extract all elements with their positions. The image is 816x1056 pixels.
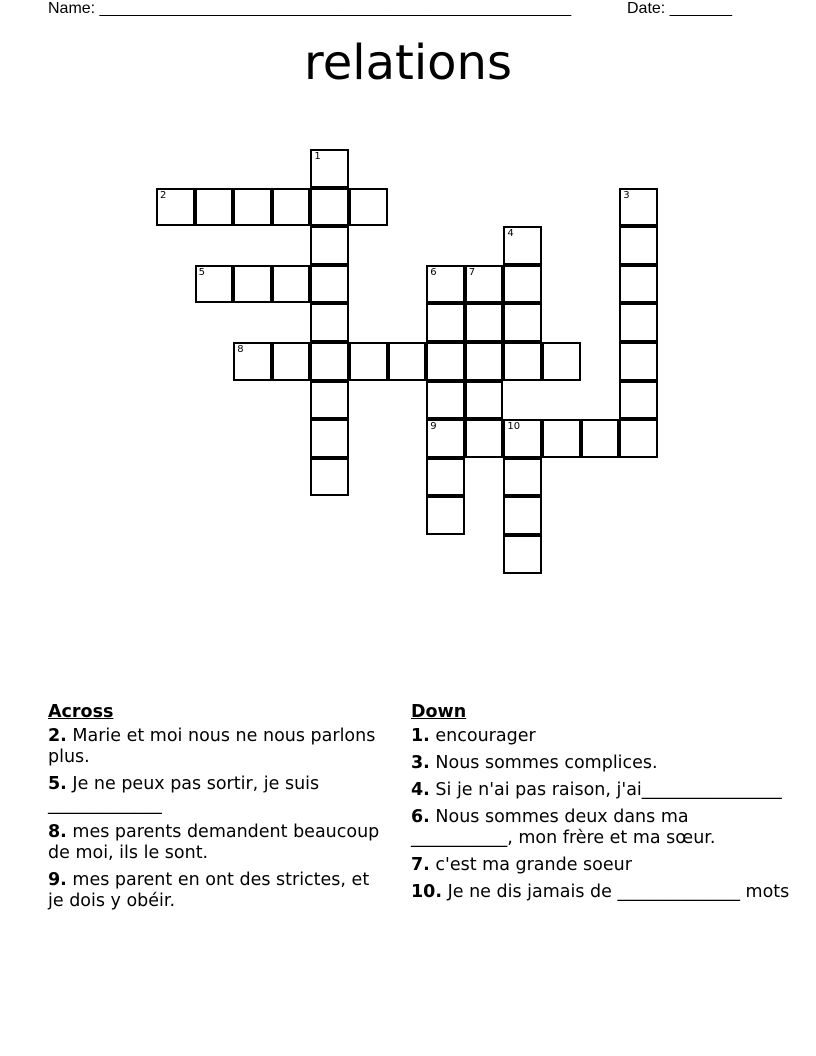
grid-cell (272, 342, 311, 381)
grid-cell (272, 188, 311, 227)
grid-cell (310, 226, 349, 265)
grid-cell (619, 381, 658, 420)
cell-number: 2 (160, 189, 167, 201)
grid-cell (619, 188, 658, 227)
grid-cell (195, 265, 234, 304)
clue-number: 2. (48, 726, 67, 746)
grid-cell (310, 188, 349, 227)
grid-cell (619, 303, 658, 342)
down-clue (411, 882, 791, 903)
clue-number: 10. (411, 882, 443, 902)
clue-number: 8. (48, 822, 67, 842)
clue-text: Si je n'ai pas raison, j'ai________________ (435, 780, 782, 800)
grid-cell (310, 265, 349, 304)
cell-number: 8 (237, 344, 244, 355)
grid-cell (465, 342, 504, 381)
grid-cell (619, 342, 658, 381)
cell-number: 4 (507, 228, 514, 240)
grid-cell (542, 342, 581, 381)
clue-text: Nous sommes complices. (435, 753, 658, 773)
grid-cell (310, 458, 349, 497)
down-clues (411, 702, 791, 909)
cell-number: 5 (198, 266, 205, 278)
across-clue (48, 822, 388, 864)
down-heading: Down (411, 702, 467, 722)
down-clue (411, 780, 791, 801)
clue-number: 5. (48, 774, 67, 794)
grid-cell (465, 265, 504, 304)
down-clue (411, 726, 791, 747)
grid-cell (465, 419, 504, 458)
grid-cell (503, 303, 542, 342)
across-clues (48, 702, 388, 918)
grid-cell (310, 149, 349, 188)
grid-cell (233, 188, 272, 227)
grid-cell (426, 303, 465, 342)
grid-cell (465, 381, 504, 420)
cell-number: 6 (430, 266, 437, 278)
clue-text: encourager (435, 726, 536, 746)
clue-text: c'est ma grande soeur (435, 855, 632, 875)
clue-text: mes parent en ont des strictes, et je dois y obéir. (48, 870, 370, 911)
clue-text: Je ne dis jamais de ______________ mots (447, 882, 790, 902)
grid-cell (426, 458, 465, 497)
cell-number: 10 (507, 421, 521, 433)
grid-cell (426, 265, 465, 304)
clue-number: 1. (411, 726, 430, 746)
clue-text: Je ne peux pas sortir, je suis _____________ (48, 774, 320, 815)
clue-number: 3. (411, 753, 430, 773)
across-clue (48, 726, 388, 768)
name-field-label: Name: _____________________________________________________ (48, 0, 572, 17)
grid-cell (310, 303, 349, 342)
page-title: relations (304, 35, 512, 91)
date-field-label: Date: _______ (627, 0, 732, 17)
grid-cell (503, 458, 542, 497)
grid-cell (503, 342, 542, 381)
grid-cell (156, 188, 195, 227)
grid-cell (349, 188, 388, 227)
grid-cell (426, 381, 465, 420)
grid-cell (310, 342, 349, 381)
grid-cell (503, 419, 542, 458)
clue-text: Marie et moi nous ne nous parlons plus. (48, 726, 376, 767)
grid-cell (195, 188, 234, 227)
grid-cell (310, 419, 349, 458)
cell-number: 3 (623, 189, 630, 201)
clue-text: mes parents demandent beaucoup de moi, ils le sont. (48, 822, 380, 863)
grid-cell (619, 265, 658, 304)
grid-cell (619, 419, 658, 458)
grid-cell (426, 342, 465, 381)
cell-number: 9 (430, 421, 437, 433)
grid-cell (233, 342, 272, 381)
grid-cell (503, 226, 542, 265)
cell-number: 7 (468, 266, 476, 278)
grid-cell (465, 303, 504, 342)
down-clue (411, 807, 791, 849)
grid-cell (388, 342, 427, 381)
clue-number: 9. (48, 870, 67, 890)
across-clue (48, 774, 388, 816)
grid-cell (272, 265, 311, 304)
grid-cell (426, 496, 465, 535)
cell-number: 1 (314, 151, 321, 162)
grid-cell (233, 265, 272, 304)
down-clue (411, 855, 791, 876)
grid-cell (426, 419, 465, 458)
across-clue (48, 870, 388, 912)
across-heading: Across (48, 702, 114, 722)
clue-text: Nous sommes deux dans ma ___________, mon frère et ma sœur. (411, 807, 716, 848)
grid-cell (581, 419, 620, 458)
grid-cell (503, 265, 542, 304)
clue-number: 6. (411, 807, 430, 827)
clue-number: 7. (411, 855, 430, 875)
clue-number: 4. (411, 780, 430, 800)
grid-cell (542, 419, 581, 458)
grid-cell (349, 342, 388, 381)
grid-cell (503, 496, 542, 535)
grid-cell (310, 381, 349, 420)
down-clue (411, 753, 791, 774)
grid-cell (503, 535, 542, 574)
grid-cell (619, 226, 658, 265)
